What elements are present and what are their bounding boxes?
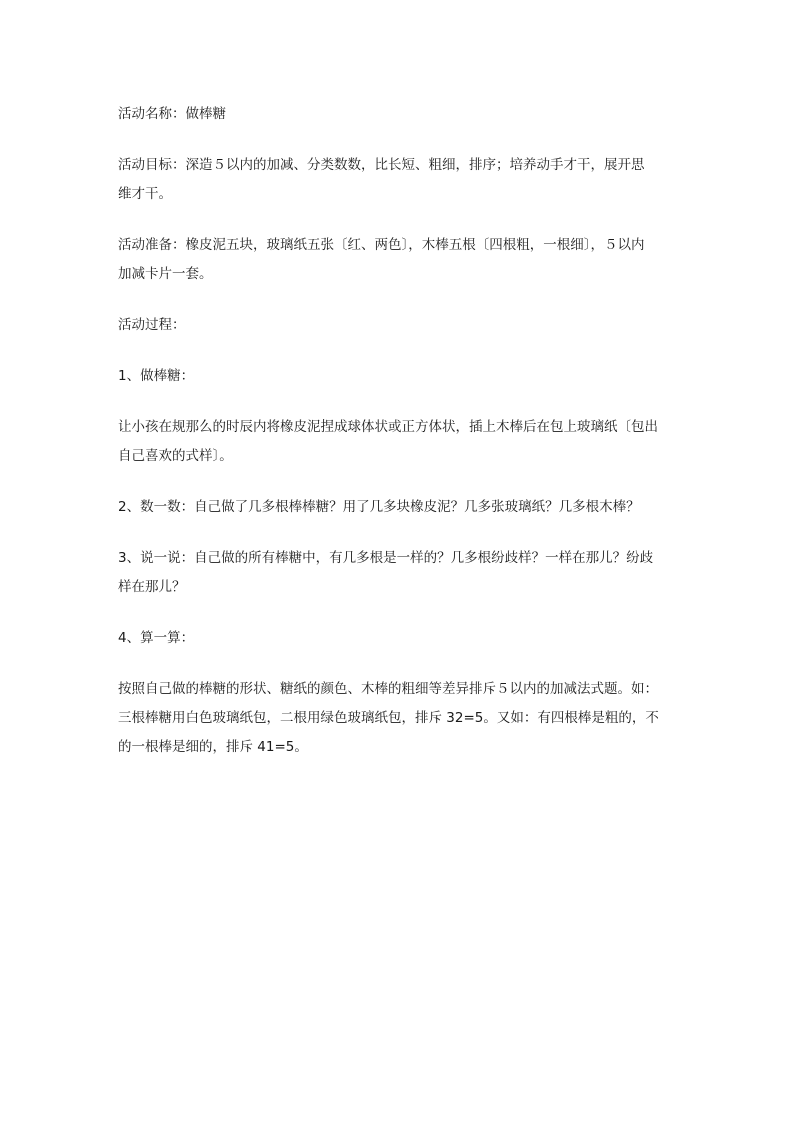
activity-process-heading (118, 311, 680, 340)
text-line: 按照自己做的棒糖的形状、糖纸的颜色、木棒的粗细等差异排斥５以内的加减法式题。如： (118, 681, 658, 697)
text-line: 维才干。 (118, 186, 172, 202)
text-line: 2、数一数：自己做了几多根棒棒糖？用了几多块橡皮泥？几多张玻璃纸？几多根木棒？ (118, 499, 640, 515)
text-line: 4、算一算： (118, 630, 195, 646)
text-line: 样在那儿？ (118, 579, 186, 595)
step-1-title (118, 362, 680, 391)
text-line: 活动准备：橡皮泥五块，玻璃纸五张〔红、两色〕，木棒五根〔四根粗，一根细〕，５以内 (118, 237, 645, 253)
text-line: 加减卡片一套。 (118, 266, 213, 282)
step-1-body (118, 413, 680, 471)
step-2 (118, 493, 680, 522)
text-line: 1、做棒糖： (118, 368, 195, 384)
step-3 (118, 544, 680, 602)
step-4-body (118, 675, 680, 762)
activity-goal (118, 151, 680, 209)
text-line: 活动目标：深造５以内的加减、分类数数，比长短、粗细，排序；培养动手才干，展开思 (118, 157, 645, 173)
document-body (118, 100, 680, 784)
text-line: 3、说一说：自己做的所有棒糖中，有几多根是一样的？几多根纷歧样？一样在那儿？纷歧 (118, 550, 654, 566)
text-line: 的一根棒是细的，排斥 41=5。 (118, 739, 308, 755)
step-4-title (118, 624, 680, 653)
text-line: 活动过程： (118, 317, 186, 333)
activity-name (118, 100, 680, 129)
text-line: 三根棒糖用白色玻璃纸包，二根用绿色玻璃纸包，排斥 32=5。又如：有四根棒是粗的，不 (118, 710, 659, 726)
text-line: 活动名称：做棒糖 (118, 106, 226, 122)
text-line: 让小孩在规那么的时辰内将橡皮泥捏成球体状或正方体状，插上木棒后在包上玻璃纸〔包出 (118, 419, 658, 435)
activity-preparation (118, 231, 680, 289)
text-line: 自己喜欢的式样〕。 (118, 448, 233, 464)
